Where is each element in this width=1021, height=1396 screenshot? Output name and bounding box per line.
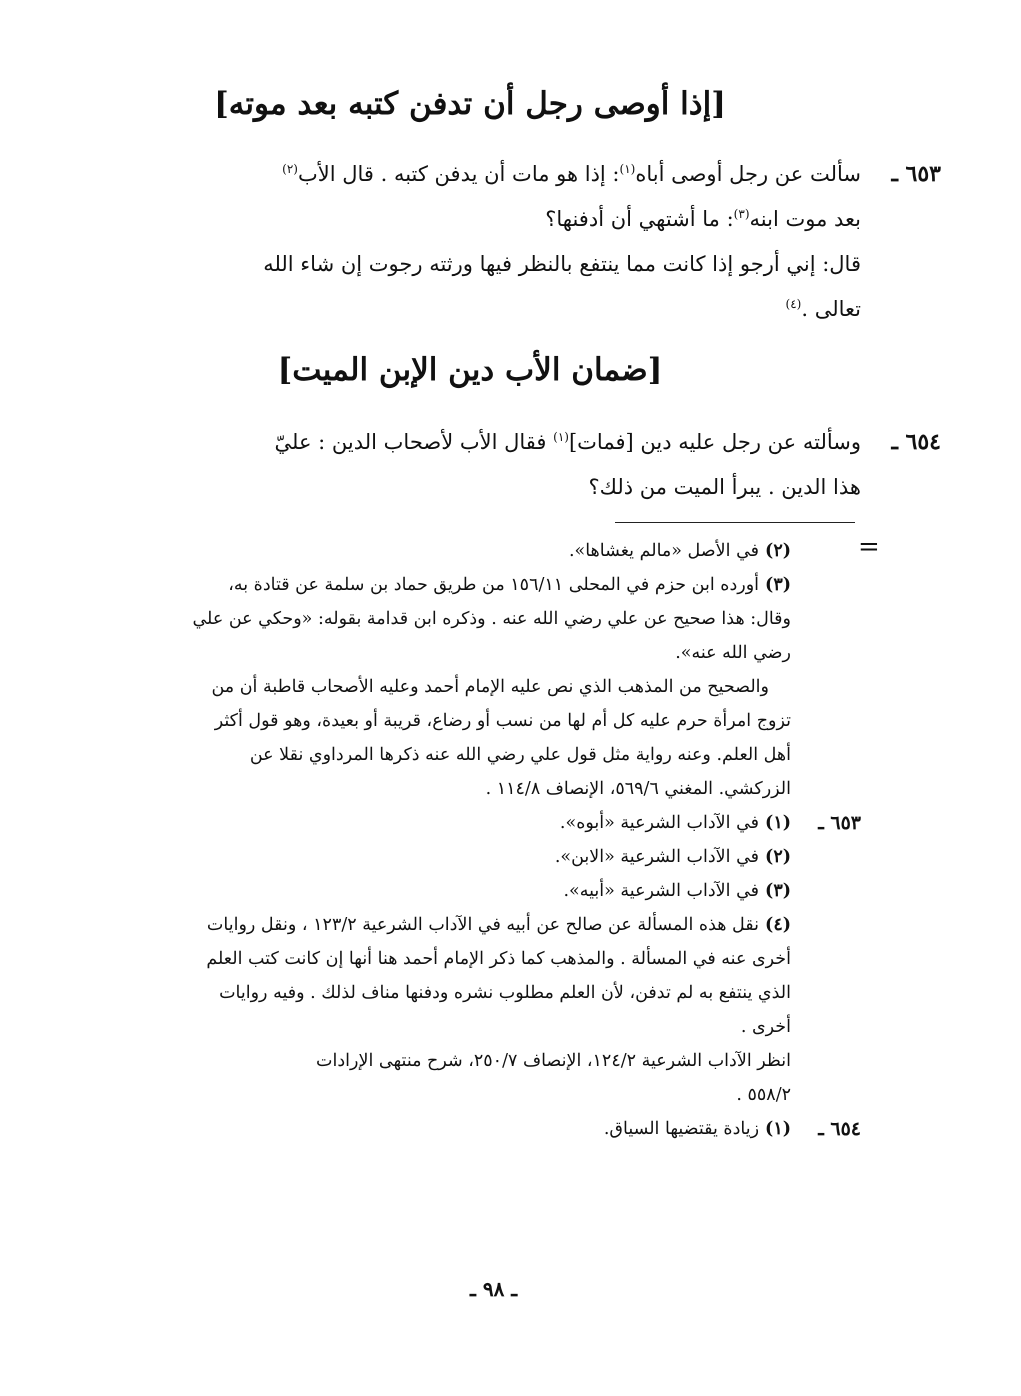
footnote: (٣)في الآداب الشرعية «أبيه». bbox=[563, 881, 791, 901]
footnote-group-number: ٦٥٣ ـ bbox=[818, 812, 861, 834]
footnote-line: ٥٥٨/٢ . bbox=[736, 1085, 791, 1105]
entry-number: ٦٥٤ ـ bbox=[891, 429, 941, 455]
footnote-line: الذي ينتفع به لم تدفن، لأن العلم مطلوب نشره ودفنها مناف لذلك . وفيه روايات bbox=[219, 983, 791, 1003]
page-number: ـ ٩٨ ـ bbox=[470, 1277, 518, 1301]
entry-line: قال: إني أرجو إذا كانت مما ينتفع بالنظر فيها ورثته رجوت إن شاء الله bbox=[263, 252, 861, 276]
footnote-ref: (٣) bbox=[733, 207, 750, 221]
footnote-line: والصحيح من المذهب الذي نص عليه الإمام أحمد وعليه الأصحاب قاطبة أن من bbox=[211, 677, 769, 697]
entry-line: بعد موت ابنه$^{(٣)}$: ما أشتهي أن أدفنها؟ bbox=[545, 207, 861, 231]
footnote: (٣)أورده ابن حزم في المحلى ١٥٦/١١ من طريق حماد بن سلمة عن قتادة به، bbox=[228, 575, 791, 595]
footnote: ٦٥٤ ـ (١)زيادة يقتضيها السياق. bbox=[141, 1112, 791, 1146]
entry-line: وسألته عن رجل عليه دين [فمات]$^{(١)}$ فقال الأب لأصحاب الدين : عليّ bbox=[274, 430, 861, 454]
footnote: (٢)في الأصل «مالم يغشاها». bbox=[568, 541, 791, 561]
entry-line: تعالى .$^{(٤)}$ bbox=[785, 297, 861, 321]
entry-line: سألت عن رجل أوصى أباه$^{(١)}$: إذا هو مات أن يدفن كتبه . قال الأب$^{(٢)}$ bbox=[282, 162, 861, 186]
footnote-line: انظر الآداب الشرعية ١٢٤/٢، الإنصاف ٢٥٠/٧، شرح منتهى الإرادات bbox=[316, 1051, 791, 1071]
footnote: (٤)نقل هذه المسألة عن صالح عن أبيه في الآداب الشرعية ١٢٣/٢ ، ونقل روايات bbox=[206, 915, 791, 935]
entry-653 bbox=[141, 152, 941, 332]
footnote-ref: (١) bbox=[619, 162, 636, 176]
section-heading-burial-of-books: [إذا أوصى رجل أن تدفن كتبه بعد موته] bbox=[214, 86, 726, 122]
footnote-group-number: ٦٥٤ ـ bbox=[818, 1118, 861, 1140]
footnote: ٦٥٣ ـ (١)في الآداب الشرعية «أبوه». bbox=[141, 806, 791, 840]
footnote-ref: (٤) bbox=[785, 297, 802, 311]
footnote: (٢)في الآداب الشرعية «الابن». bbox=[554, 847, 791, 867]
footnote-line: أهل العلم. وعنه رواية مثل قول علي رضي الله عنه ذكرها المرداوي نقلا عن bbox=[249, 745, 791, 765]
section-heading-father-guarantee: [ضمان الأب دين الإبن الميت] bbox=[277, 352, 663, 388]
footnotes bbox=[141, 534, 861, 1146]
continuation-mark: = bbox=[858, 532, 880, 562]
footnote-line: وقال: هذا صحيح عن علي رضي الله عنه . وذكره ابن قدامة بقوله: «وحكي عن علي bbox=[192, 609, 791, 629]
footnote-line: أخرى . bbox=[740, 1017, 791, 1037]
footnote-line: الزركشي. المغني ٥٦٩/٦، الإنصاف ١١٤/٨ . bbox=[485, 779, 791, 799]
footnote-line: تزوج امرأة حرم عليه كل أم لها من نسب أو رضاع، قريبة أو بعيدة، وهو قول أكثر bbox=[214, 711, 791, 731]
footnote-line: أخرى عنه في المسألة . والمذهب كما ذكر الإمام أحمد هنا أنها إن كانت كتب العلم bbox=[206, 949, 791, 969]
entry-654 bbox=[141, 420, 941, 510]
footnote-ref: (٢) bbox=[282, 162, 298, 176]
entry-line: هذا الدين . يبرأ الميت من ذلك؟ bbox=[588, 475, 861, 499]
footnote-separator-rule bbox=[615, 522, 855, 523]
footnote-ref: (١) bbox=[553, 430, 569, 444]
footnote-line: رضي الله عنه». bbox=[675, 643, 791, 663]
entry-number: ٦٥٣ ـ bbox=[891, 161, 941, 187]
